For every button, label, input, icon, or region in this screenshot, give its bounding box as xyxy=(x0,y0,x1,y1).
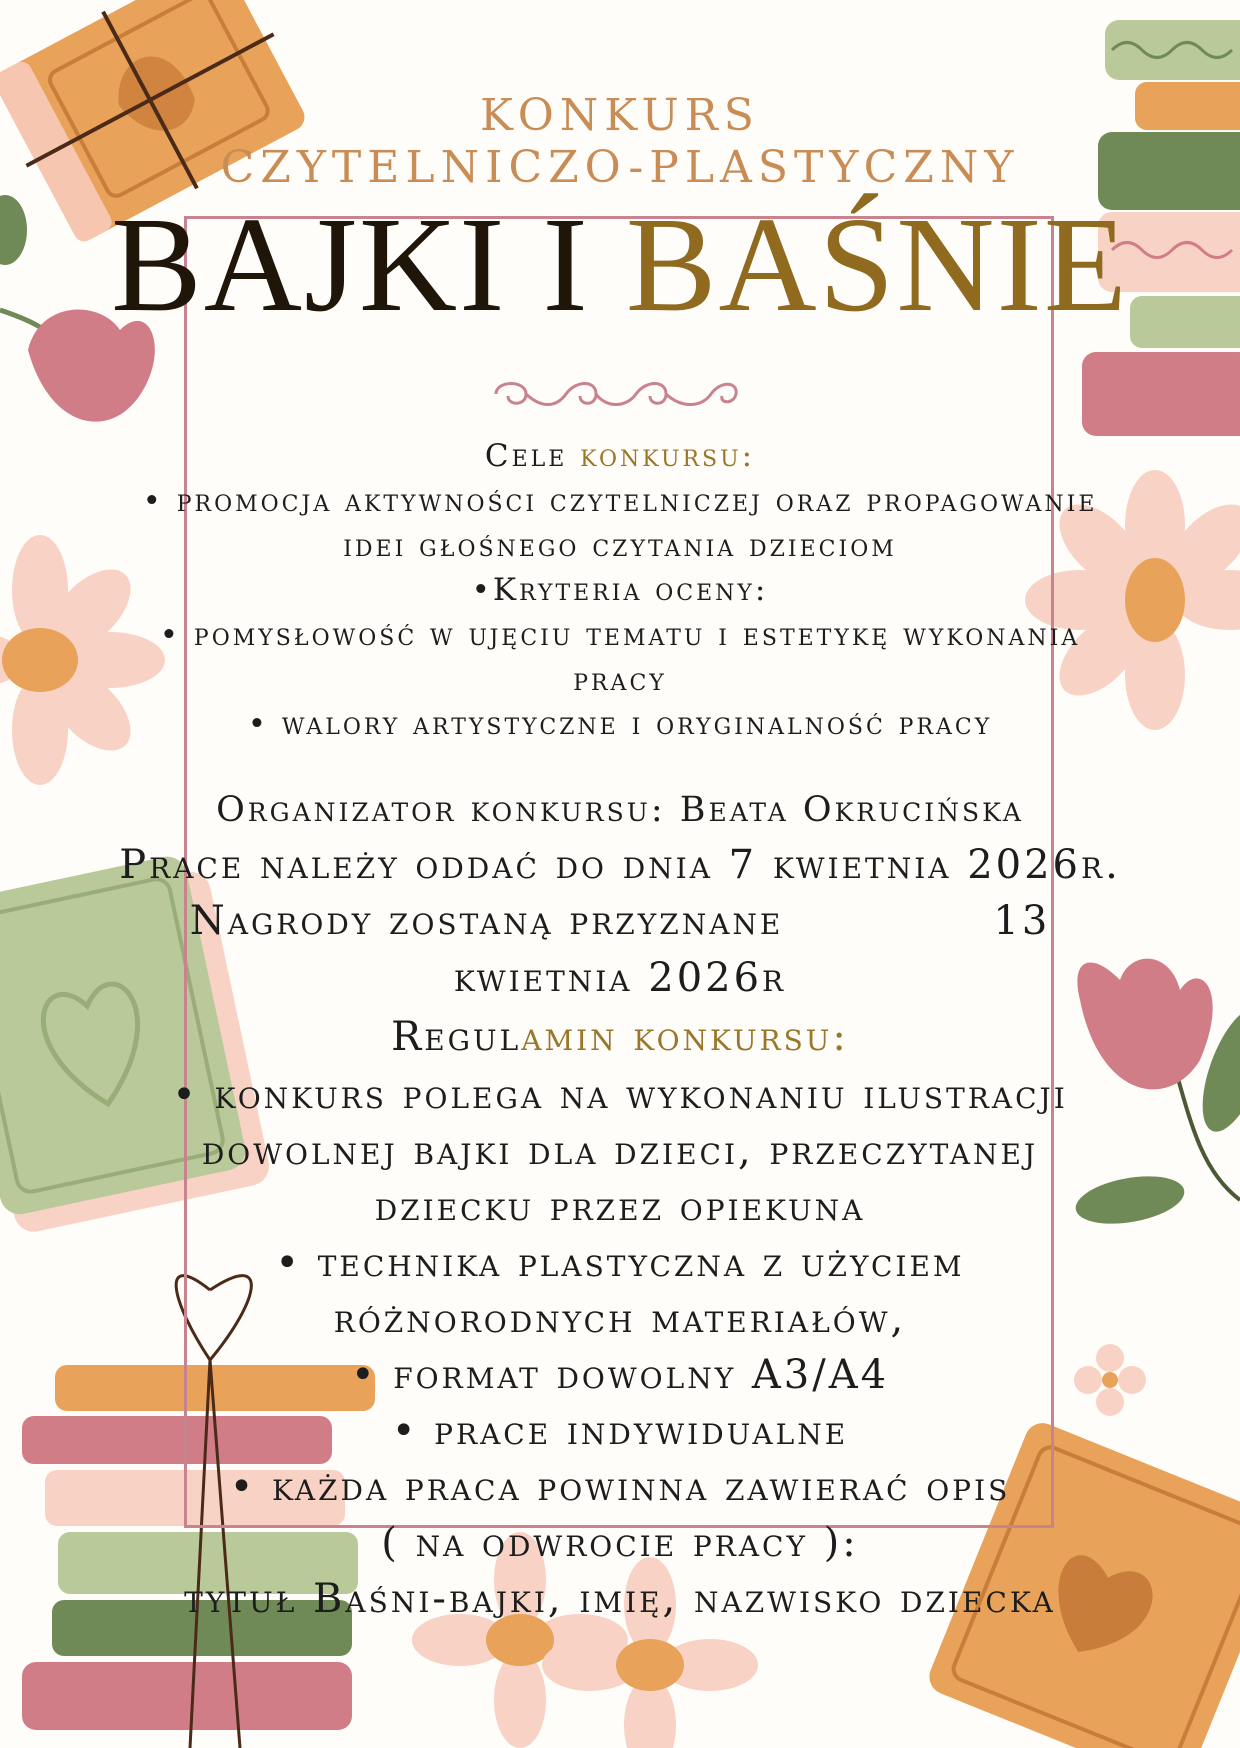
ornament-icon xyxy=(486,372,746,416)
criteria-item-3: • walory artystyczne i oryginalność pracy xyxy=(247,706,993,742)
rules-item-2: dowolnej bajki dla dzieci, przeczytanej xyxy=(201,1128,1039,1174)
goals-item-2: idei głośnego czytania dzieciom xyxy=(343,528,897,564)
rules-heading-b: amin konkursu: xyxy=(521,1014,849,1060)
rules-item-3: dziecku przez opiekuna xyxy=(374,1184,866,1230)
page-title xyxy=(0,190,1240,340)
deadline: Prace należy oddać do dnia 7 kwietnia 2026r. xyxy=(119,842,1121,888)
awards-date: kwietnia 2026r xyxy=(453,955,787,1001)
goals-heading xyxy=(0,438,1240,474)
goals-item-1: • promocja aktywności czytelniczej oraz propagowanie xyxy=(142,483,1098,519)
rules-heading xyxy=(0,1014,1240,1060)
header-line-2: CZYTELNICZO-PLASTYCZNY xyxy=(220,142,1020,193)
rules-heading-a: Regul xyxy=(391,1014,522,1060)
awards-line xyxy=(0,898,1240,944)
organizer: Organizator konkursu: Beata Okrucińska xyxy=(216,790,1024,830)
title-part-2: BAŚNIE xyxy=(625,190,1129,340)
rules-item-8: • każda praca powinna zawierać opis xyxy=(229,1464,1011,1510)
rules-item-5: różnorodnych materiałów, xyxy=(333,1296,907,1342)
rules-item-4: • technika plastyczna z użyciem xyxy=(275,1240,965,1286)
rules-item-7: • prace indywidualne xyxy=(391,1408,849,1454)
goals-heading-b: konkursu: xyxy=(580,438,756,474)
header-line-1: KONKURS xyxy=(480,90,760,141)
rules-item-10: tytuł Baśni-bajki, imię, nazwisko dziecka xyxy=(184,1576,1056,1622)
goals-heading-a: Cele xyxy=(484,438,581,474)
awards-text: Nagrody zostaną przyznane xyxy=(189,898,784,944)
rules-item-6: • format dowolny A3/A4 xyxy=(350,1352,890,1398)
criteria-item-1: • pomysłowość w ujęciu tematu i estetykę wykonania xyxy=(159,617,1081,653)
awards-day: 13 xyxy=(993,898,1051,944)
criteria-heading: •Kryteria oceny: xyxy=(471,572,769,608)
criteria-item-2: pracy xyxy=(573,662,667,698)
rules-item-9: ( na odwrocie pracy ): xyxy=(381,1520,859,1566)
rules-item-1: • konkurs polega na wykonaniu ilustracji xyxy=(172,1072,1068,1118)
title-part-1: BAJKI I xyxy=(111,190,626,340)
